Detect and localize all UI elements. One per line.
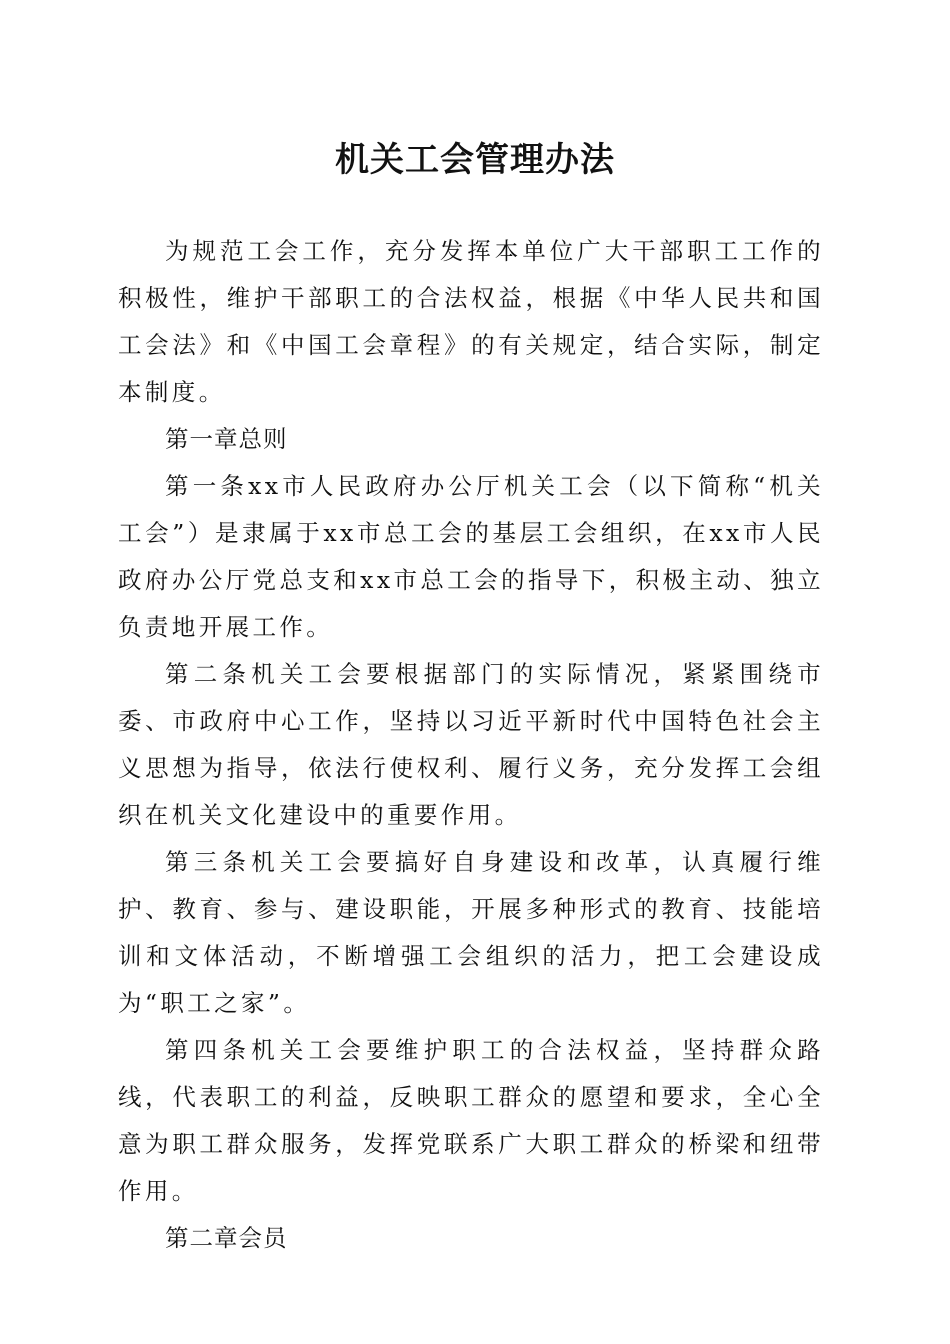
article-2-paragraph: 第二条机关工会要根据部门的实际情况，紧紧围绕市委、市政府中心工作，坚持以习近平新时代中国特色社会主义思想为指导，依法行使权利、履行义务，充分发挥工会组织在机关文化建设中的重要作用。 <box>118 660 824 829</box>
chapter-heading-2: 第二章会员 <box>165 1224 288 1252</box>
article-3-paragraph: 第三条机关工会要搞好自身建设和改革，认真履行维护、教育、参与、建设职能，开展多种形式的教育、技能培训和文体活动，不断增强工会组织的活力，把工会建设成为“职工之家”。 <box>118 848 824 1017</box>
preamble-paragraph: 为规范工会工作，充分发挥本单位广大干部职工工作的积极性，维护干部职工的合法权益，根据《中华人民共和国工会法》和《中国工会章程》的有关规定，结合实际，制定本制度。 <box>118 237 824 406</box>
document-body <box>118 228 824 1262</box>
chapter-heading-1: 第一章总则 <box>165 425 288 453</box>
document-title: 机关工会管理办法 <box>335 140 615 180</box>
article-1-paragraph: 第一条xx市人民政府办公厅机关工会（以下简称“机关工会”）是隶属于xx市总工会的基层工会组织，在xx市人民政府办公厅党总支和xx市总工会的指导下，积极主动、独立负责地开展工作。 <box>118 472 824 641</box>
article-4-paragraph: 第四条机关工会要维护职工的合法权益，坚持群众路线，代表职工的利益，反映职工群众的愿望和要求，全心全意为职工群众服务，发挥党联系广大职工群众的桥梁和纽带作用。 <box>118 1036 824 1205</box>
